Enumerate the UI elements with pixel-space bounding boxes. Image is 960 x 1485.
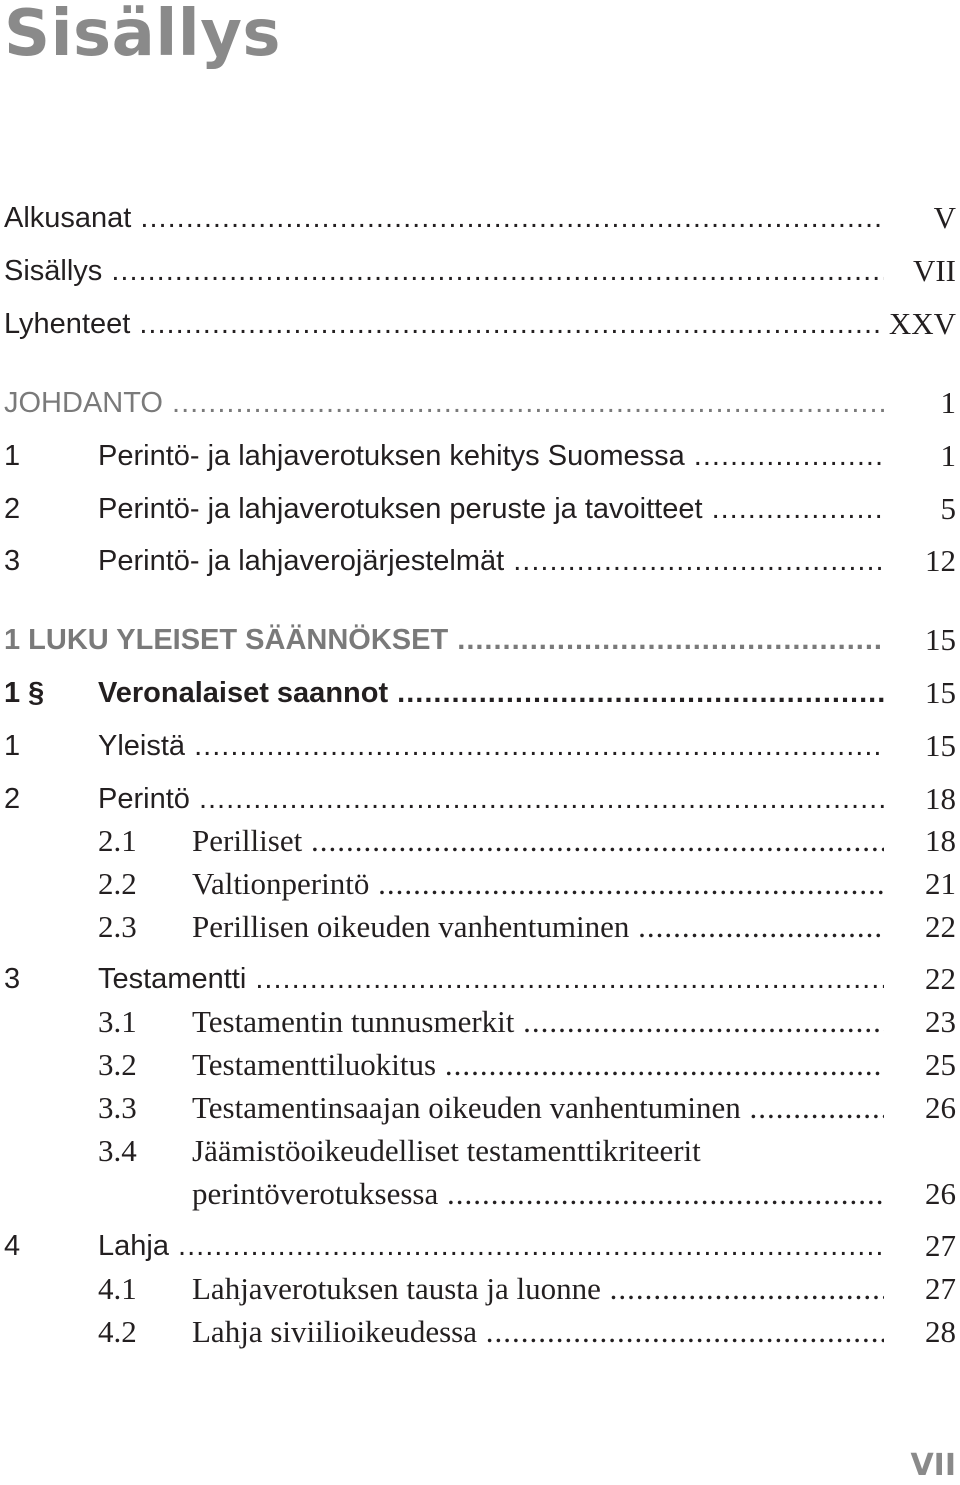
toc-entry-page: 12 bbox=[925, 543, 956, 578]
toc-entry-sisallys[interactable] bbox=[0, 249, 960, 293]
toc-entry-number: 3.1 bbox=[98, 1004, 137, 1039]
toc-entry-number: 3.3 bbox=[98, 1090, 137, 1125]
page-title: Sisällys bbox=[4, 0, 281, 71]
toc-subentry[interactable] bbox=[0, 1086, 960, 1130]
toc-section-title: Veronalaiset saannot ..... bbox=[98, 671, 884, 715]
toc-entry[interactable] bbox=[0, 539, 960, 583]
toc-subentry[interactable] bbox=[0, 1000, 960, 1044]
toc-entry-title: Valtionperintö ..... bbox=[192, 862, 884, 906]
toc-subentry-continuation[interactable] bbox=[0, 1172, 960, 1216]
toc-entry-title: Lyhenteet ..... bbox=[4, 302, 884, 346]
toc-subentry[interactable] bbox=[0, 819, 960, 863]
toc-entry[interactable] bbox=[0, 434, 960, 478]
toc-entry-number: 2 bbox=[4, 493, 21, 525]
toc-subentry[interactable] bbox=[0, 1267, 960, 1311]
toc-entry-title: Sisällys ..... bbox=[4, 249, 884, 293]
page-number: VII bbox=[910, 1448, 956, 1483]
toc-entry-page: 26 bbox=[925, 1090, 956, 1125]
toc-subentry[interactable] bbox=[0, 862, 960, 906]
toc-entry-number: 3.4 bbox=[98, 1133, 137, 1168]
toc-section[interactable] bbox=[0, 671, 960, 715]
toc-entry[interactable] bbox=[0, 1224, 960, 1268]
toc-entry[interactable] bbox=[0, 777, 960, 821]
toc-entry-page: XXV bbox=[888, 306, 956, 341]
toc-entry-page: 15 bbox=[925, 675, 956, 710]
toc-entry-alkusanat[interactable] bbox=[0, 196, 960, 240]
toc-entry-page: 1 bbox=[940, 385, 956, 420]
toc-entry-title: Perintö- ja lahjaverojärjestelmät ..... bbox=[98, 539, 884, 583]
toc-entry-number: 3.2 bbox=[98, 1047, 137, 1082]
toc-entry-title: Testamentin tunnusmerkit ..... bbox=[192, 1000, 884, 1044]
toc-entry[interactable] bbox=[0, 724, 960, 768]
toc-entry-title: Perilliset ..... bbox=[192, 819, 884, 863]
toc-entry-number: 4 bbox=[4, 1230, 21, 1262]
toc-entry-number: 2.3 bbox=[98, 909, 137, 944]
toc-subentry[interactable] bbox=[0, 1043, 960, 1087]
toc-entry-title: Jäämistöoikeudelliset testamenttikriteerit bbox=[192, 1133, 701, 1168]
toc-entry-page: 27 bbox=[925, 1271, 956, 1306]
toc-entry-page: 18 bbox=[925, 781, 956, 816]
toc-entry-page: 28 bbox=[925, 1314, 956, 1349]
toc-entry-title: Lahja siviilioikeudessa ..... bbox=[192, 1310, 884, 1354]
toc-entry-title: Testamenttiluokitus ..... bbox=[192, 1043, 884, 1087]
toc-heading-title: JOHDANTO ..... bbox=[4, 381, 884, 425]
toc-entry-page: V bbox=[933, 200, 956, 235]
toc-section-number: 1 § bbox=[4, 677, 45, 709]
toc-entry-title: Perillisen oikeuden vanhentuminen ..... bbox=[192, 905, 884, 949]
toc-entry-title-continued: perintöverotuksessa ..... bbox=[192, 1172, 884, 1216]
toc-entry-number: 2 bbox=[4, 783, 21, 815]
toc-entry-page: 22 bbox=[925, 909, 956, 944]
toc-entry-title: Alkusanat ..... bbox=[4, 196, 884, 240]
toc-entry-number: 1 bbox=[4, 730, 21, 762]
toc-entry-page: 22 bbox=[925, 961, 956, 996]
toc-entry[interactable] bbox=[0, 957, 960, 1001]
toc-subentry[interactable] bbox=[0, 1129, 960, 1173]
toc-entry-page: 15 bbox=[925, 728, 956, 763]
toc-entry-number: 1 bbox=[4, 440, 21, 472]
toc-subentry[interactable] bbox=[0, 1310, 960, 1354]
toc-heading-title: 1 LUKU YLEISET SÄÄNNÖKSET ..... bbox=[4, 618, 884, 662]
toc-entry-title: Perintö ..... bbox=[98, 777, 884, 821]
toc-entry-number: 3 bbox=[4, 963, 21, 995]
toc-entry-title: Testamentinsaajan oikeuden vanhentuminen ..... bbox=[192, 1086, 884, 1130]
toc-entry-title: Testamentti ..... bbox=[98, 957, 884, 1001]
toc-entry-page: 25 bbox=[925, 1047, 956, 1082]
toc-entry-page: 21 bbox=[925, 866, 956, 901]
toc-entry-title: Lahja ..... bbox=[98, 1224, 884, 1268]
toc-entry-page: VII bbox=[912, 253, 956, 288]
toc-entry-title: Perintö- ja lahjaverotuksen peruste ja tavoitteet ..... bbox=[98, 487, 884, 531]
toc-heading-chapter[interactable] bbox=[0, 618, 960, 662]
toc-entry-page: 5 bbox=[940, 491, 956, 526]
toc-entry-number: 4.1 bbox=[98, 1271, 137, 1306]
toc-subentry[interactable] bbox=[0, 905, 960, 949]
toc-entry-lyhenteet[interactable] bbox=[0, 302, 960, 346]
toc-entry-page: 26 bbox=[925, 1176, 956, 1211]
toc-entry-title: Lahjaverotuksen tausta ja luonne ..... bbox=[192, 1267, 884, 1311]
toc-entry-page: 18 bbox=[925, 823, 956, 858]
toc-entry-page: 27 bbox=[925, 1228, 956, 1263]
toc-entry-number: 2.2 bbox=[98, 866, 137, 901]
toc-entry-title: Perintö- ja lahjaverotuksen kehitys Suomessa ..... bbox=[98, 434, 884, 478]
toc-entry-page: 15 bbox=[925, 622, 956, 657]
toc-entry-number: 3 bbox=[4, 545, 21, 577]
toc-entry-number: 2.1 bbox=[98, 823, 137, 858]
toc-entry-page: 1 bbox=[940, 438, 956, 473]
toc-entry-title: Yleistä ..... bbox=[98, 724, 884, 768]
toc-entry-page: 23 bbox=[925, 1004, 956, 1039]
toc-entry-number: 4.2 bbox=[98, 1314, 137, 1349]
toc-entry[interactable] bbox=[0, 487, 960, 531]
toc-heading-johdanto[interactable] bbox=[0, 381, 960, 425]
